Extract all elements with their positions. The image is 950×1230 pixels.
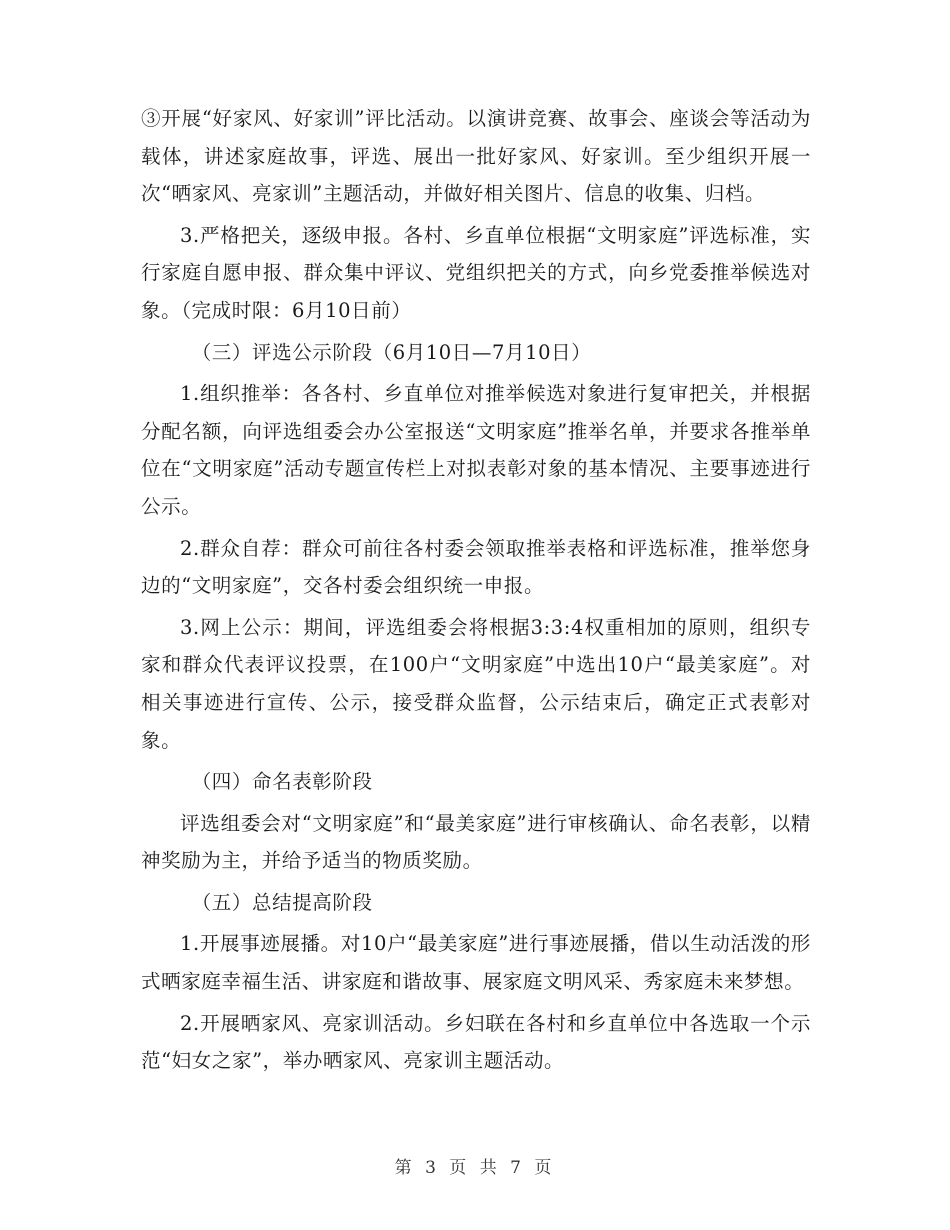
paragraph-organize-recommendation: 1.组织推举：各各村、乡直单位对推举候选对象进行复审把关，并根据分配名额，向评选组委会办公室报送“文明家庭”推举名单，并要求各推举单位在“文明家庭”活动专题宣传栏上对拟表彰对象的基本情况、主要事迹进行公示。	[141, 382, 811, 518]
paragraph-commendation: 评选组委会对“文明家庭”和“最美家庭”进行审核确认、命名表彰，以精神奖励为主，并给予适当的物质奖励。	[141, 811, 811, 873]
page-number-footer: 第 3 页 共 7 页	[394, 1158, 556, 1178]
paragraph-online-publicity: 3.网上公示：期间，评选组委会将根据3:3:4权重相加的原则，组织专家和群众代表评议投票，在100户“文明家庭”中选出10户“最美家庭”。对相关事迹进行宣传、公示，接受群众监督，公示结束后，确定正式表彰对象。	[141, 615, 811, 752]
section-heading-summary-improvement: （五）总结提高阶段	[191, 890, 373, 914]
section-heading-selection-publicity: （三）评选公示阶段（6月10日—7月10日）	[191, 340, 592, 364]
paragraph-public-self-recommendation: 2.群众自荐：群众可前往各村委会领取推举表格和评选标准，推举您身边的“文明家庭”，交各村委会组织统一申报。	[141, 536, 811, 598]
document-body	[141, 100, 811, 1084]
paragraph-strict-review: 3.严格把关，逐级申报。各村、乡直单位根据“文明家庭”评选标准，实行家庭自愿申报、群众集中评议、党组织把关的方式，向乡党委推举候选对象。（完成时限：6月10日前）	[141, 223, 811, 322]
paragraph-family-tradition-contest: ③开展“好家风、好家训”评比活动。以演讲竞赛、故事会、座谈会等活动为载体，讲述家庭故事，评选、展出一批好家风、好家训。至少组织开展一次“晒家风、亮家训”主题活动，并做好相关图片、信息的收集、归档。	[141, 107, 811, 206]
paragraph-deeds-broadcast: 1.开展事迹展播。对10户“最美家庭”进行事迹展播，借以生动活泼的形式晒家庭幸福生活、讲家庭和谐故事、展家庭文明风采、秀家庭未来梦想。	[141, 932, 811, 994]
paragraph-family-tradition-activity: 2.开展晒家风、亮家训活动。乡妇联在各村和乡直单位中各选取一个示范“妇女之家”，举办晒家风、亮家训主题活动。	[141, 1011, 811, 1073]
section-heading-naming-commendation: （四）命名表彰阶段	[191, 770, 373, 794]
